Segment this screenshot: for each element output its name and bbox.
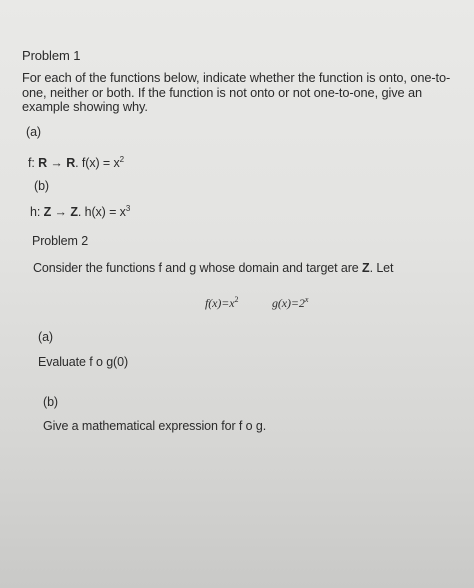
function-h-domain: Z <box>43 205 52 219</box>
function-f-arrow: → <box>47 156 67 170</box>
problem-2-part-a-label: (a) <box>38 330 53 344</box>
function-f-equation <box>205 296 238 311</box>
function-h-name: h: <box>30 205 44 219</box>
problem-2-part-a-text: Evaluate f o g(0) <box>38 355 129 369</box>
problem-1-part-b-label: (b) <box>34 179 49 193</box>
problem-2-statement <box>33 261 393 275</box>
problem-1-heading: Problem 1 <box>22 48 81 63</box>
problem-2-statement-prefix: Consider the functions f and g whose domain and target are <box>33 261 363 275</box>
function-h-exponent: 3 <box>125 203 131 213</box>
function-h-target: Z <box>70 205 78 219</box>
problem-2-statement-set: Z <box>362 261 370 275</box>
function-f-name: f: <box>28 156 39 170</box>
function-f-definition <box>28 156 124 170</box>
problem-1-part-a-label: (a) <box>26 125 41 139</box>
problem-1-instructions: For each of the functions below, indicate whether the function is onto, one-to-one, neither or both. If the function is not onto or not one-to-one, give an example showing why. <box>22 70 451 114</box>
function-f-domain: R <box>38 156 48 170</box>
problem-2-statement-suffix: . Let <box>369 261 394 275</box>
problem-2-part-b-text: Give a mathematical expression for f o g. <box>43 419 267 433</box>
function-f-equation-exponent: 2 <box>234 295 239 304</box>
problem-2-heading: Problem 2 <box>32 234 89 248</box>
function-g-equation <box>272 296 308 311</box>
function-f-target: R <box>66 156 76 170</box>
function-h-arrow: → <box>51 205 71 219</box>
function-f-formula: . f(x) = x <box>75 156 120 170</box>
function-g-equation-exponent: x <box>304 295 309 304</box>
function-f-equation-text: f(x)=x <box>205 296 235 310</box>
function-g-equation-text: g(x)=2 <box>272 296 305 310</box>
function-f-exponent: 2 <box>119 154 125 164</box>
problem-2-part-b-label: (b) <box>43 395 58 409</box>
function-h-definition <box>30 205 130 219</box>
function-h-formula: . h(x) = x <box>77 205 126 219</box>
